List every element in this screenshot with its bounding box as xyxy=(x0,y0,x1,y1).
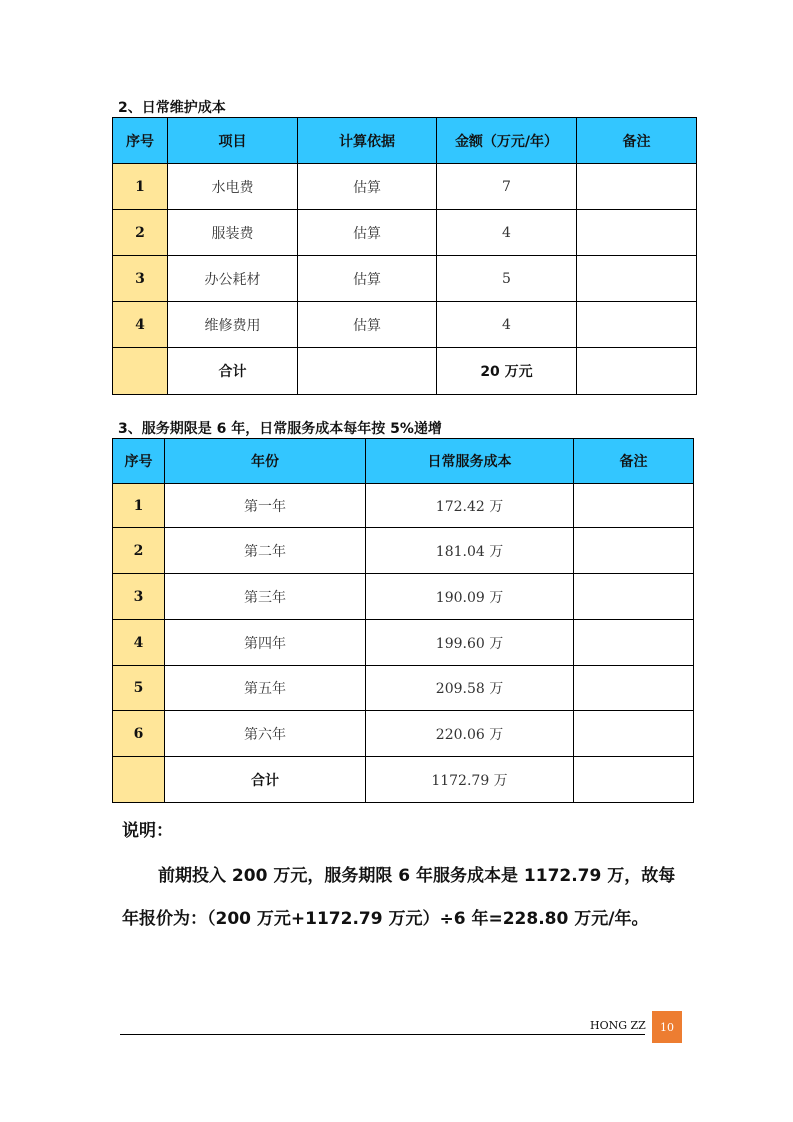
note-cell xyxy=(577,302,697,348)
header-cell: 日常服务成本 xyxy=(366,439,574,484)
amount-cell: 5 xyxy=(437,256,577,302)
table-row xyxy=(113,484,694,528)
section-2-title: 2、日常维护成本 xyxy=(118,100,226,116)
header-cell: 序号 xyxy=(113,439,165,484)
note-cell xyxy=(574,711,694,757)
row-index: 6 xyxy=(113,711,165,757)
year-cell: 第一年 xyxy=(165,484,366,528)
year-cell: 第四年 xyxy=(165,620,366,666)
amount-cell: 4 xyxy=(437,210,577,256)
header-cell: 年份 xyxy=(165,439,366,484)
row-index: 5 xyxy=(113,666,165,711)
year-cell: 第二年 xyxy=(165,528,366,574)
cost-cell: 181.04 万 xyxy=(366,528,574,574)
table-row xyxy=(113,302,697,348)
row-index xyxy=(113,348,168,395)
note-cell xyxy=(577,210,697,256)
row-index: 3 xyxy=(113,574,165,620)
header-cell: 计算依据 xyxy=(298,118,437,164)
table-row xyxy=(113,256,697,302)
table-row xyxy=(113,210,697,256)
table-row xyxy=(113,574,694,620)
basis-cell xyxy=(298,348,437,395)
table-header-row xyxy=(113,439,694,484)
total-row xyxy=(113,757,694,803)
table-row xyxy=(113,164,697,210)
footer-divider xyxy=(120,1034,645,1035)
table-row xyxy=(113,620,694,666)
note-cell xyxy=(577,164,697,210)
row-index: 4 xyxy=(113,302,168,348)
year-cell: 第六年 xyxy=(165,711,366,757)
header-cell: 项目 xyxy=(168,118,298,164)
total-label: 合计 xyxy=(168,348,298,395)
note-cell xyxy=(577,256,697,302)
cost-cell: 220.06 万 xyxy=(366,711,574,757)
table-row xyxy=(113,666,694,711)
page-number: 10 xyxy=(652,1011,682,1043)
row-index: 3 xyxy=(113,256,168,302)
header-cell: 金额（万元/年） xyxy=(437,118,577,164)
note-cell xyxy=(577,348,697,395)
table-header-row xyxy=(113,118,697,164)
item-cell: 水电费 xyxy=(168,164,298,210)
basis-cell: 估算 xyxy=(298,302,437,348)
note-line-1: 前期投入 200 万元，服务期限 6 年服务成本是 1172.79 万，故每 xyxy=(158,866,676,886)
item-cell: 服装费 xyxy=(168,210,298,256)
note-cell xyxy=(574,484,694,528)
row-index: 2 xyxy=(113,528,165,574)
row-index: 1 xyxy=(113,484,165,528)
note-cell xyxy=(574,620,694,666)
total-row xyxy=(113,348,697,395)
service-cost-table xyxy=(112,438,694,803)
row-index xyxy=(113,757,165,803)
footer-text: HONG ZZ xyxy=(590,1019,646,1032)
item-cell: 维修费用 xyxy=(168,302,298,348)
year-cell: 第三年 xyxy=(165,574,366,620)
basis-cell: 估算 xyxy=(298,210,437,256)
amount-cell: 4 xyxy=(437,302,577,348)
note-label: 说明： xyxy=(122,821,173,841)
header-cell: 备注 xyxy=(577,118,697,164)
basis-cell: 估算 xyxy=(298,164,437,210)
cost-cell: 172.42 万 xyxy=(366,484,574,528)
row-index: 4 xyxy=(113,620,165,666)
year-cell: 第五年 xyxy=(165,666,366,711)
total-cost: 1172.79 万 xyxy=(366,757,574,803)
cost-cell: 199.60 万 xyxy=(366,620,574,666)
maintenance-cost-table xyxy=(112,117,697,395)
note-cell xyxy=(574,574,694,620)
header-cell: 序号 xyxy=(113,118,168,164)
row-index: 1 xyxy=(113,164,168,210)
note-cell xyxy=(574,757,694,803)
note-line-2: 年报价为：（200 万元+1172.79 万元）÷6 年=228.80 万元/年。 xyxy=(122,909,649,929)
amount-cell: 7 xyxy=(437,164,577,210)
cost-cell: 190.09 万 xyxy=(366,574,574,620)
note-cell xyxy=(574,666,694,711)
row-index: 2 xyxy=(113,210,168,256)
table-row xyxy=(113,528,694,574)
table-row xyxy=(113,711,694,757)
total-label: 合计 xyxy=(165,757,366,803)
total-amount: 20 万元 xyxy=(437,348,577,395)
section-3-title: 3、服务期限是 6 年，日常服务成本每年按 5%递增 xyxy=(118,421,442,437)
item-cell: 办公耗材 xyxy=(168,256,298,302)
cost-cell: 209.58 万 xyxy=(366,666,574,711)
header-cell: 备注 xyxy=(574,439,694,484)
basis-cell: 估算 xyxy=(298,256,437,302)
note-cell xyxy=(574,528,694,574)
